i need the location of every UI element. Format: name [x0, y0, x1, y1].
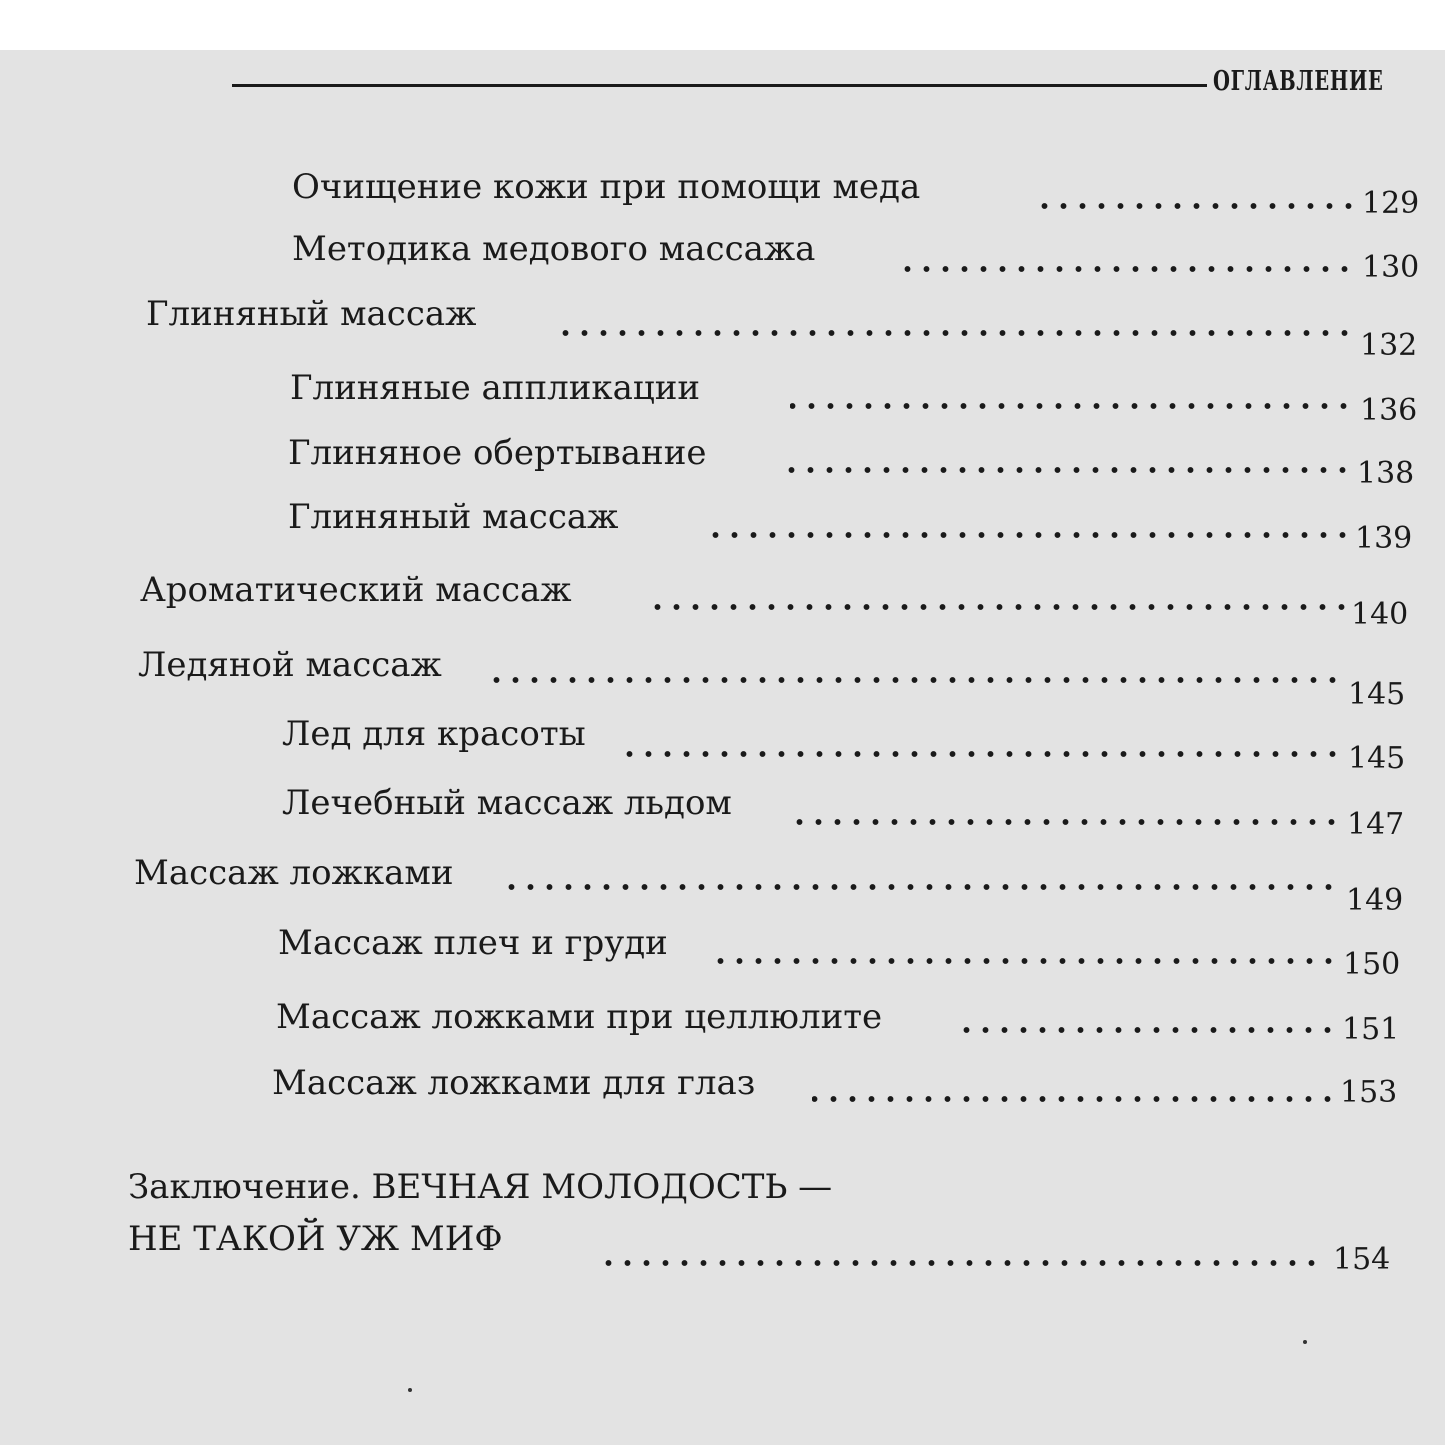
toc-page-number: 154 [1333, 1242, 1391, 1277]
toc-leader-dots [706, 958, 1338, 964]
toc-leader-dots [902, 266, 1354, 272]
toc-page-number: 153 [1340, 1075, 1398, 1110]
toc-leader-dots [1040, 203, 1358, 209]
toc-page-number: 136 [1360, 393, 1418, 428]
toc-page-number: 145 [1348, 741, 1406, 776]
toc-page-number: 132 [1360, 328, 1418, 363]
toc-leader-dots [626, 751, 1342, 757]
print-speck [408, 1388, 412, 1392]
toc-leader-dots [780, 467, 1352, 473]
toc-page-number: 140 [1351, 597, 1409, 632]
toc-page-number: 129 [1362, 186, 1420, 221]
toc-leader-dots [645, 604, 1351, 610]
toc-entry-title: Лед для красоты [282, 714, 586, 754]
toc-leader-dots [560, 330, 1354, 336]
toc-leader-dots [812, 1096, 1337, 1102]
print-speck [1303, 1340, 1307, 1344]
toc-leader-dots [700, 532, 1352, 538]
toc-leader-dots [955, 1027, 1337, 1033]
toc-entry-title: Глиняный массаж [288, 497, 619, 537]
toc-entry-title: Массаж ложками при целлюлите [276, 997, 883, 1037]
toc-leader-dots [596, 1260, 1321, 1266]
toc-entry-title: Очищение кожи при помощи меда [292, 167, 921, 207]
toc-page-number: 151 [1342, 1012, 1400, 1047]
toc-entry-title: Ароматический массаж [140, 570, 572, 610]
toc-page-number: 130 [1362, 250, 1420, 285]
toc-page-number: 145 [1348, 677, 1406, 712]
toc-page-number: 139 [1355, 521, 1413, 556]
toc-page-number: 150 [1343, 947, 1401, 982]
toc-entry-title: Методика медового массажа [292, 229, 816, 269]
toc-leader-dots [500, 884, 1338, 890]
toc-entry-title: Лечебный массаж льдом [282, 783, 732, 823]
toc-entry-title: Ледяной массаж [138, 645, 442, 685]
toc-entry-title: Массаж ложками [134, 853, 454, 893]
toc-leader-dots [488, 677, 1342, 683]
header-rule [232, 84, 1207, 87]
running-header: ОГЛАВЛЕНИЕ [1213, 66, 1384, 97]
toc-page-number: 149 [1346, 883, 1404, 918]
toc-page-number: 147 [1347, 807, 1405, 842]
toc-entry-title: Глиняные аппликации [290, 368, 701, 408]
toc-entry-title: Массаж плеч и груди [278, 923, 668, 963]
page-top-margin [0, 0, 1445, 50]
toc-conclusion-title-line1: Заключение. ВЕЧНАЯ МОЛОДОСТЬ — [128, 1167, 833, 1207]
toc-entry-title: Массаж ложками для глаз [272, 1063, 756, 1103]
toc-conclusion-title-line2: НЕ ТАКОЙ УЖ МИФ [128, 1219, 503, 1259]
toc-entry-title: Глиняный массаж [146, 294, 477, 334]
toc-entry-title: Глиняное обертывание [288, 433, 707, 473]
toc-leader-dots [790, 819, 1341, 825]
toc-leader-dots [790, 403, 1353, 409]
toc-page-number: 138 [1357, 456, 1415, 491]
